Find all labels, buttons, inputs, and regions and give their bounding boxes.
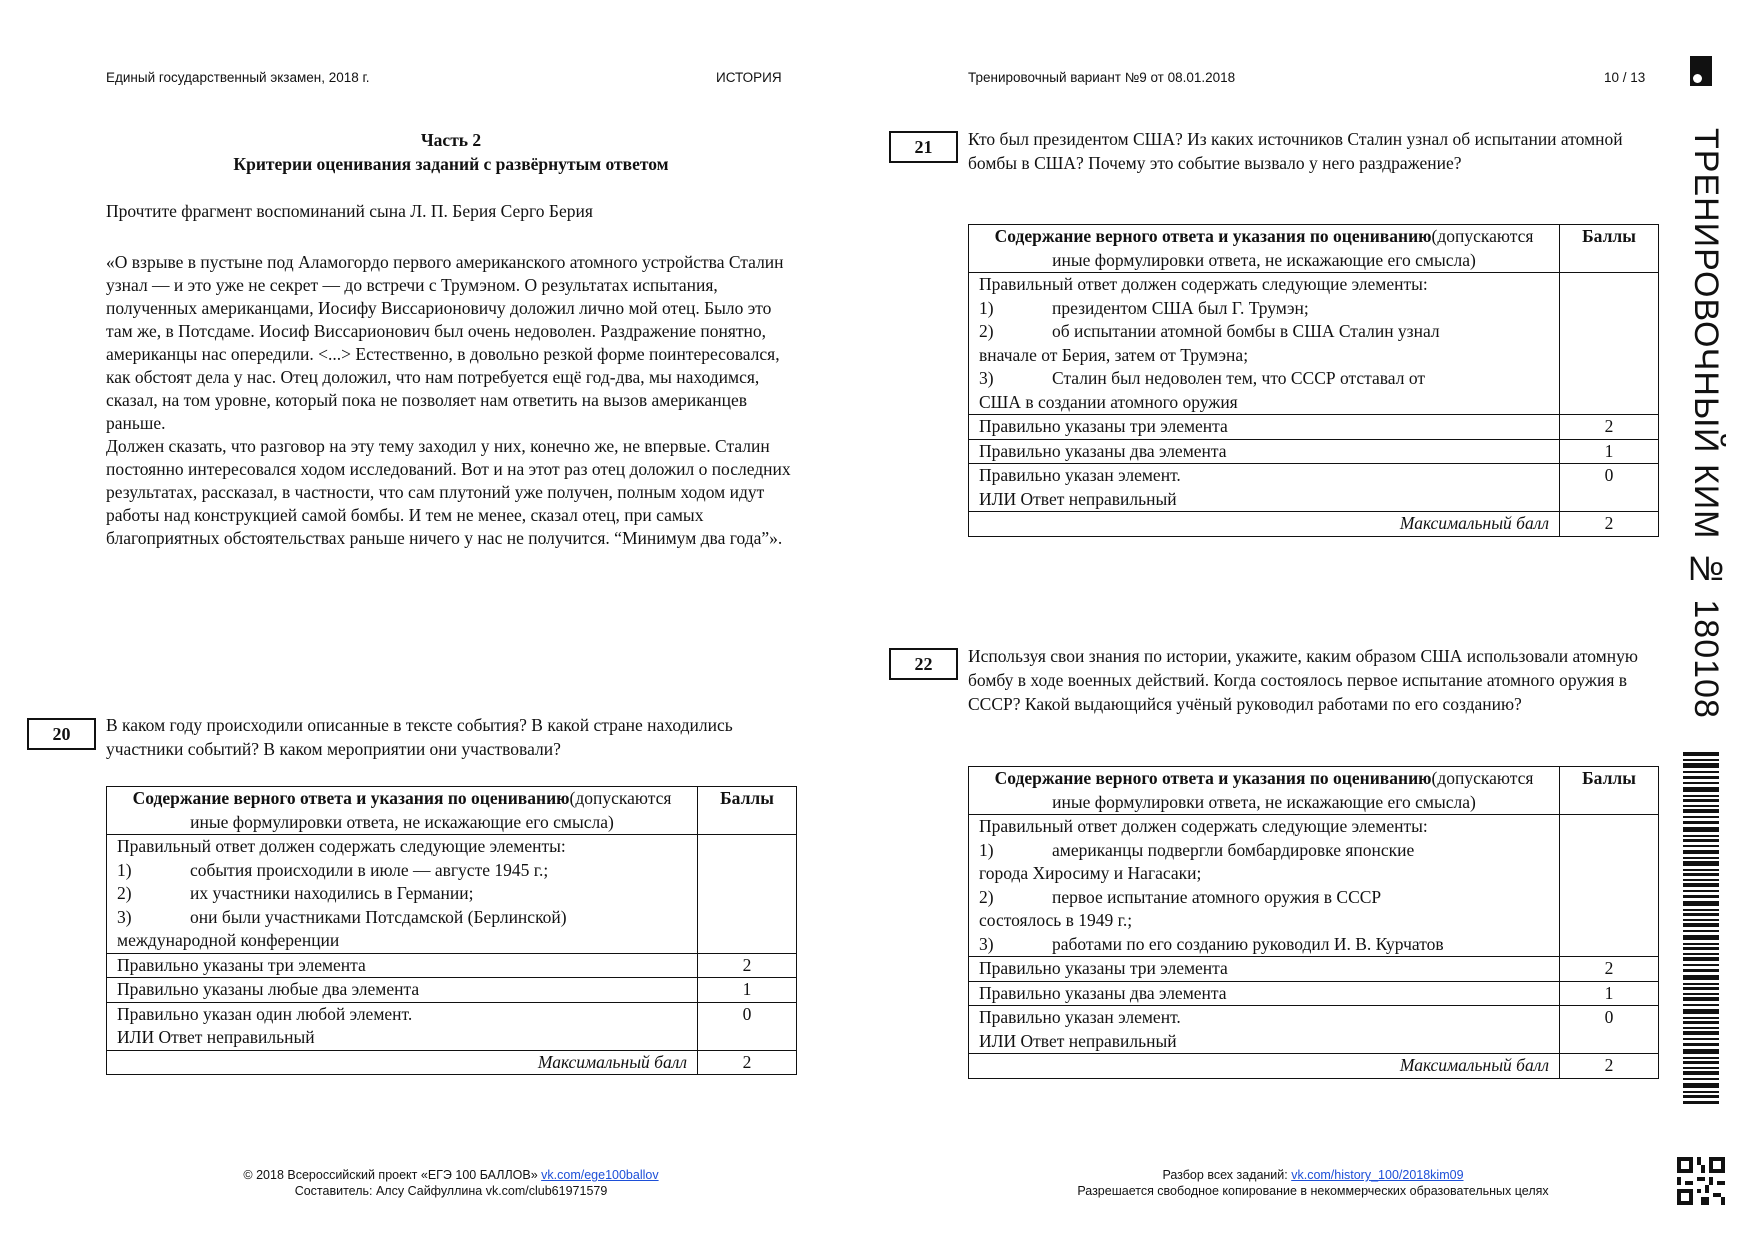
task-question: Используя свои знания по истории, укажите, каким образом США использовали атомную бомбу в ходе военных действий. Когда состоялось первое испытание атомного оружия в СССР? Какой выдающийся учёный руководил работами по его созданию?	[968, 646, 1638, 714]
footer-copyright: © 2018 Всероссийский проект «ЕГЭ 100 БАЛЛОВ»	[243, 1168, 538, 1182]
criteria-table	[968, 766, 1659, 1079]
answer-elements: Правильный ответ должен содержать следующие элементы: 1) события происходили в июле — августе 1945 г.; 2) их участники находились в Германии; 3) они были участниками Потсдамской (Берлинской) международной конференции	[107, 835, 698, 954]
table-row-max: Максимальный балл 2	[107, 1050, 797, 1075]
task-question: Кто был президентом США? Из каких источников Сталин узнал об испытании атомной бомбы в США? Почему это событие вызвало у него раздражение?	[968, 129, 1623, 173]
part-number: Часть 2	[420, 130, 482, 150]
source-quote	[106, 251, 796, 550]
table-row: Правильно указаны три элемента 2	[969, 957, 1659, 982]
table-row: Правильно указан один любой элемент. ИЛИ Ответ неправильный 0	[107, 1002, 797, 1050]
quote-paragraph: Должен сказать, что разговор на эту тему заходил у них, конечно же, не впервые. Сталин постоянно интересовался ходом исследований. Вот и на этот раз отец доложил о последних результатах, рассказал, в частности, что сам плутоний уже получен, полным ходом идут работы над конструкцией самой бомбы. И тем не менее, сказал отец, при самых благоприятных обстоятельствах раньше ничего у нас не получится. “Минимум два года”».	[106, 436, 791, 548]
table-header-content: Содержание верного ответа и указания по оцениванию(допускаются иные формулировки ответа, не искажающие его смысла)	[969, 767, 1560, 815]
quote-paragraph: «О взрыве в пустыне под Аламогордо первого американского атомного устройства Сталин узнал — и это уже не секрет — до встречи с Трумэном. О результатах испытания, полученных американцами, Иосифу Виссарионовичу доложил лично мой отец. Было это там же, в Потсдаме. Иосиф Виссарионович был очень недоволен. Раздражение понятно, американцы нас опередили. <...> Естественно, в довольно резкой форме поинтересовался, как обстоят дела у нас. Отец доложил, что нам потребуется ещё год-два, мы находимся, сказал, на том уровне, который пока не позволяет нам ответить на вызов американцев раньше.	[106, 252, 784, 433]
task-number-box: 21	[889, 131, 958, 163]
table-header-points: Баллы	[698, 787, 797, 835]
task-number-box: 22	[889, 648, 958, 680]
sidebar-kim-number: ТРЕНИРОВОЧНЫЙ КИМ № 180108	[1687, 128, 1725, 719]
footer-right	[968, 1167, 1658, 1199]
table-row: Правильно указаны любые два элемента 1	[107, 978, 797, 1003]
table-row: Правильно указан элемент. ИЛИ Ответ неправильный 0	[969, 464, 1659, 512]
task-question: В каком году происходили описанные в тексте события? В какой стране находились участники событий? В каком мероприятии они участвовали?	[106, 715, 733, 759]
table-row: Правильно указаны три элемента 2	[107, 953, 797, 978]
table-row-max: Максимальный балл 2	[969, 512, 1659, 537]
header-exam-title: Единый государственный экзамен, 2018 г.	[106, 70, 370, 85]
header-subject: ИСТОРИЯ	[716, 70, 782, 85]
task-number-box: 20	[27, 718, 96, 750]
table-header-points: Баллы	[1560, 767, 1659, 815]
part-subtitle: Критерии оценивания заданий с развёрнутым ответом	[233, 154, 669, 174]
answer-elements: Правильный ответ должен содержать следующие элементы: 1) американцы подвергли бомбардировке японские города Хиросиму и Нагасаки; 2) первое испытание атомного оружия в СССР состоялось в 1949 г.; 3) работами по его созданию руководил И. В. Курчатов	[969, 815, 1560, 957]
table-header-content: Содержание верного ответа и указания по оцениванию(допускаются иные формулировки ответа, не искажающие его смысла)	[969, 225, 1560, 273]
table-row: Правильно указаны три элемента 2	[969, 415, 1659, 440]
table-row: Правильно указаны два элемента 1	[969, 439, 1659, 464]
table-header-content: Содержание верного ответа и указания по оцениванию(допускаются иные формулировки ответа, не искажающие его смысла)	[107, 787, 698, 835]
corner-mark-icon	[1690, 56, 1712, 86]
table-row: Правильно указаны два элемента 1	[969, 981, 1659, 1006]
table-row-max: Максимальный балл 2	[969, 1054, 1659, 1079]
qr-code-icon	[1677, 1157, 1725, 1205]
footer-left	[106, 1167, 796, 1199]
footer-copyright-link[interactable]: vk.com/ege100ballov	[541, 1168, 659, 1182]
footer-analysis-label: Разбор всех заданий:	[1162, 1168, 1288, 1182]
source-intro: Прочтите фрагмент воспоминаний сына Л. П. Берия Серго Берия	[106, 201, 593, 221]
footer-analysis-link[interactable]: vk.com/history_100/2018kim09	[1291, 1168, 1464, 1182]
criteria-table	[968, 224, 1659, 537]
criteria-table	[106, 786, 797, 1075]
footer-author: Составитель: Алсу Сайфуллина vk.com/club61971579	[294, 1184, 608, 1198]
footer-license: Разрешается свободное копирование в некоммерческих образовательных целях	[1077, 1184, 1549, 1198]
table-header-points: Баллы	[1560, 225, 1659, 273]
barcode-icon	[1683, 752, 1719, 1104]
header-variant: Тренировочный вариант №9 от 08.01.2018	[968, 70, 1236, 85]
table-row: Правильно указан элемент. ИЛИ Ответ неправильный 0	[969, 1006, 1659, 1054]
part-title	[106, 128, 796, 176]
header-page-number: 10 / 13	[1604, 70, 1646, 85]
answer-elements: Правильный ответ должен содержать следующие элементы: 1) президентом США был Г. Трумэн; 2) об испытании атомной бомбы в США Сталин узнал вначале от Берия, затем от Трумэна; 3) Сталин был недоволен тем, что СССР отставал от США в создании атомного оружия	[969, 273, 1560, 415]
